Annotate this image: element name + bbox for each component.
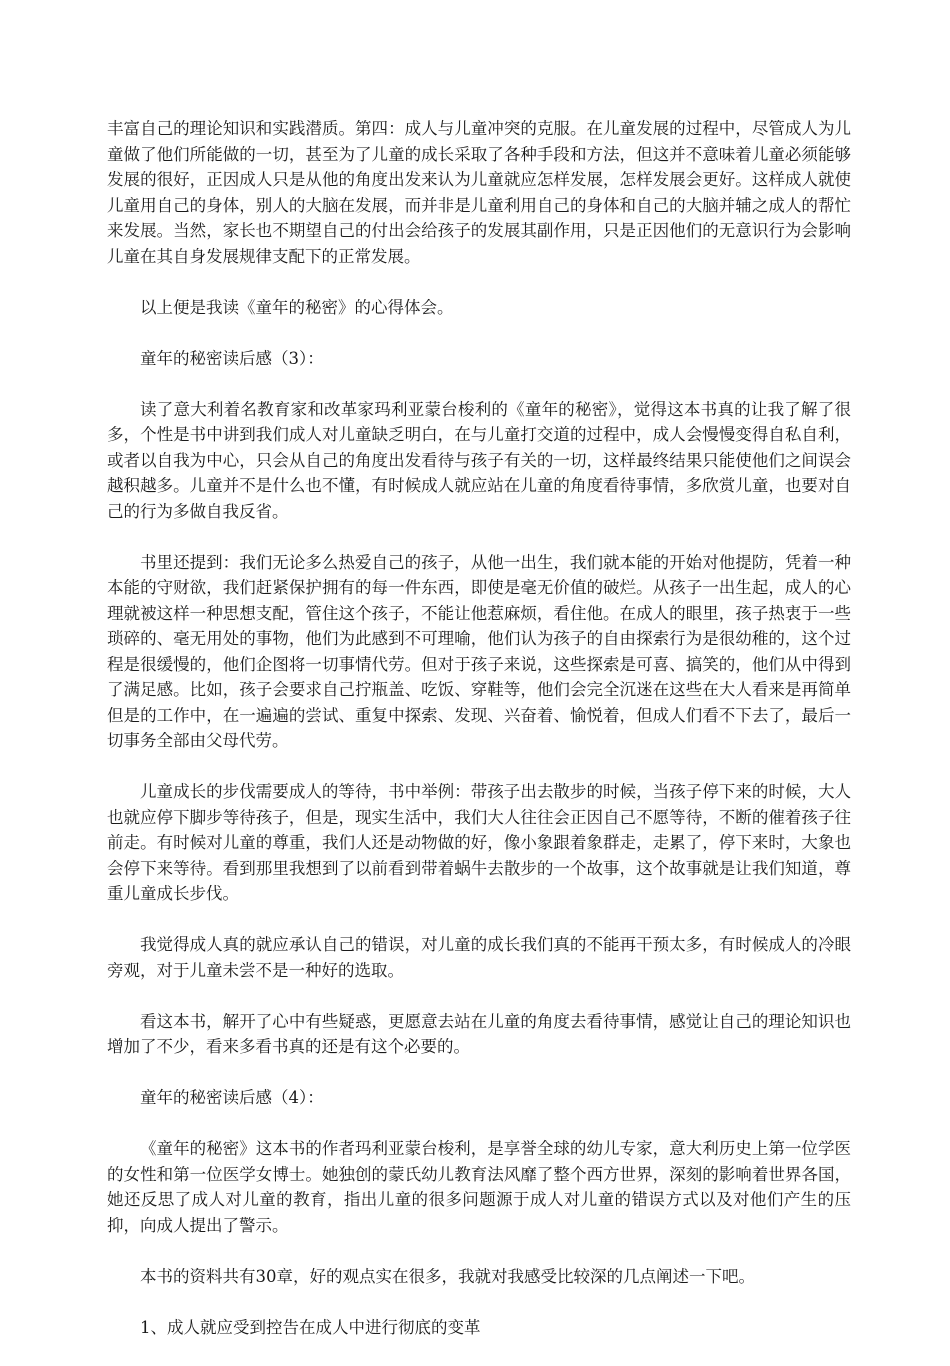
paragraph-summary: 以上便是我读《童年的秘密》的心得体会。 xyxy=(140,297,454,317)
paragraph: 儿童成长的步伐需要成人的等待，书中举例：带孩子出去散步的时候，当孩子停下来的时候，大人也就应停下脚步等待孩子，但是，现实生活中，我们大人往往会正因自己不愿等待，不断的催着孩子往前走。有时候对儿童的尊重，我们人还是动物做的好，像小象跟着象群走，走累了，停下来时，大象也会停下来等待。看到那里我想到了以前看到带着蜗牛去散步的一个故事，这个故事就是让我们知道，尊重儿童成长步伐。 xyxy=(107,782,851,903)
document-body xyxy=(107,116,851,1366)
list-item-heading: 1、成人就应受到控告在成人中进行彻底的变革 xyxy=(140,1317,481,1337)
section-heading-4: 童年的秘密读后感（4）： xyxy=(140,1088,324,1107)
section-heading-3: 童年的秘密读后感（3）： xyxy=(140,348,324,368)
paragraph: 书里还提到：我们无论多么热爱自己的孩子，从他一出生，我们就本能的开始对他提防，凭着一种本能的守财欲，我们赶紧保护拥有的每一件东西，即使是毫无价值的破烂。从孩子一出生起，成人的心理就被这样一种思想支配，管住这个孩子，不能让他惹麻烦，看住他。在成人的眼里，孩子热衷于一些琐碎的、毫无用处的事物，他们为此感到不可理喻，他们认为孩子的自由探索行为是很幼稚的，这个过程是很缓慢的，他们企图将一切事情代劳。但对于孩子来说，这些探索是可喜、搞笑的，他们从中得到了满足感。比如，孩子会要求自己拧瓶盖、吃饭、穿鞋等，他们会完全沉迷在这些在大人看来是再简单但是的工作中，在一遍遍的尝试、重复中探索、发现、兴奋着、愉悦着，但成人们看不下去了，最后一切事务全部由父母代劳。 xyxy=(107,552,851,750)
paragraph: 看这本书，解开了心中有些疑惑，更愿意去站在儿童的角度去看待事情，感觉让自己的理论知识也增加了不少，看来多看书真的还是有这个必要的。 xyxy=(107,1011,851,1056)
paragraph: 读了意大利着名教育家和改革家玛利亚蒙台梭利的《童年的秘密》，觉得这本书真的让我了解了很多，个性是书中讲到我们成人对儿童缺乏明白，在与儿童打交道的过程中，成人会慢慢变得自私自利，或者以自我为中心，只会从自己的角度出发看待与孩子有关的一切，这样最终结果只能使他们之间误会越积越多。儿童并不是什么也不懂，有时候成人就应站在儿童的角度看待事情，多欣赏儿童，也要对自己的行为多做自我反省。 xyxy=(107,399,851,521)
paragraph: 本书的资料共有30章，好的观点实在很多，我就对我感受比较深的几点阐述一下吧。 xyxy=(140,1266,755,1286)
paragraph-continuation: 丰富自己的理论知识和实践潜质。第四：成人与儿童冲突的克服。在儿童发展的过程中，尽管成人为儿童做了他们所能做的一切，甚至为了儿童的成长采取了各种手段和方法，但这并不意味着儿童必须能够发展的很好，正因成人只是从他的角度出发来认为儿童就应怎样发展，怎样发展会更好。这样成人就使儿童用自己的身体，别人的大脑在发展，而并非是儿童利用自己的身体和自己的大脑并辅之成人的帮忙来发展。当然，家长也不期望自己的付出会给孩子的发展其副作用，只是正因他们的无意识行为会影响儿童在其自身发展规律支配下的正常发展。 xyxy=(107,119,851,266)
paragraph: 我觉得成人真的就应承认自己的错误，对儿童的成长我们真的不能再干预太多，有时候成人的冷眼旁观，对于儿童未尝不是一种好的选取。 xyxy=(107,935,851,980)
paragraph: 《童年的秘密》这本书的作者玛利亚蒙台梭利，是享誉全球的幼儿专家，意大利历史上第一位学医的女性和第一位医学女博士。她独创的蒙氏幼儿教育法风靡了整个西方世界，深刻的影响着世界各国，她还反思了成人对儿童的教育，指出儿童的很多问题源于成人对儿童的错误方式以及对他们产生的压抑，向成人提出了警示。 xyxy=(107,1139,851,1235)
